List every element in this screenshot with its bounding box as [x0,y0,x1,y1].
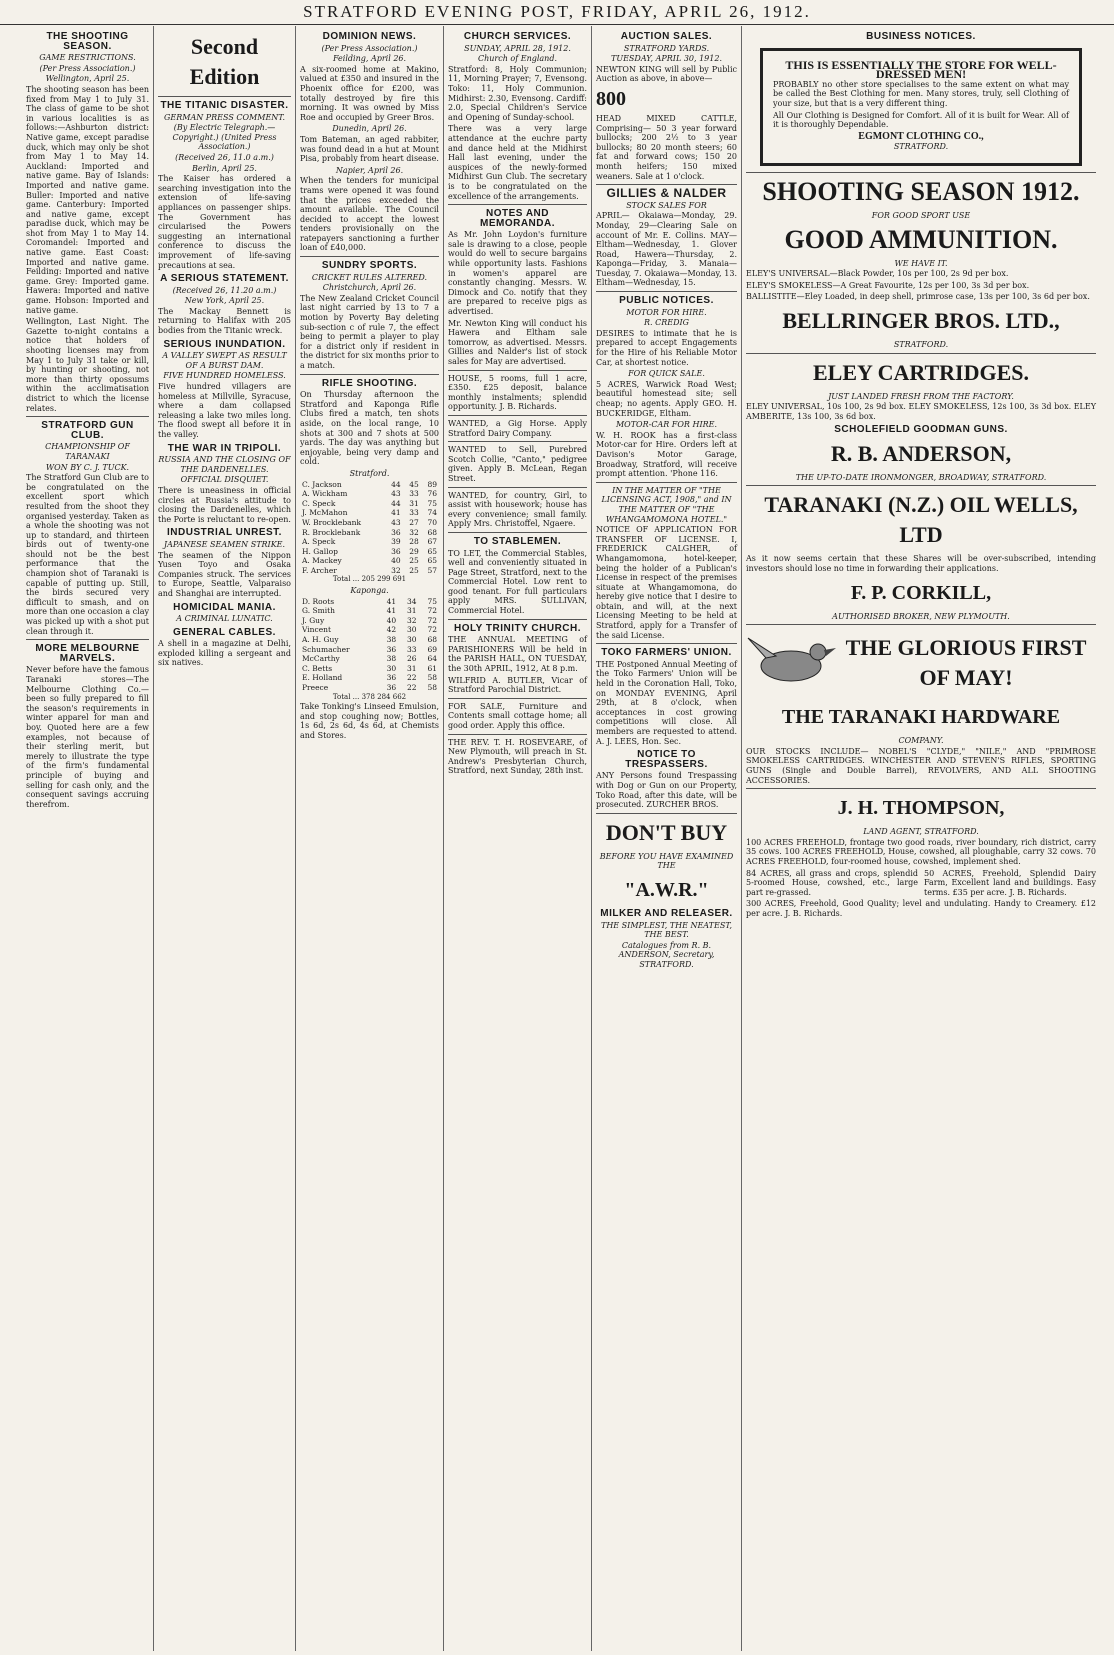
classified-ad: FOR SALE, Furniture and Contents small cottage home; all good order. Apply this office. [448,701,587,730]
article-body: The Mackay Bennett is returning to Halifax with 205 bodies from the Titanic wreck. [158,306,291,336]
headline: GILLIES & NALDER [606,186,727,201]
score-row [300,537,439,547]
advert-text: 84 ACRES, all grass and crops, splendid 5-roomed House, cowshed, etc., large part re-grassed. [746,868,918,897]
score-row [300,597,439,607]
headline: GENERAL CABLES. [173,626,276,638]
subheadline: R. CREDIG [643,318,690,328]
headline: PUBLIC NOTICES. [619,295,714,307]
score-row [300,518,439,528]
advert-line: ELEY'S SMOKELESS—A Great Favourite, 12s per 100, 3s 3d per box. [746,280,1030,290]
score-cell: 25 [409,565,419,575]
classified-ad: WANTED to Sell, Purebred Scotch Collie, "Canto," pedigree given. Apply B. McLean, Regan Street. [448,445,587,483]
score-cell: 41 [391,508,401,518]
subheadline: MOTOR-CAR FOR HIRE. [615,420,718,430]
advert-text: 50 ACRES, Freehold, Splendid Dairy Farm, Excellent land and buildings. Easy terms. £35 per acre. J. B. Richards. [924,868,1096,897]
ad-title: F. P. CORKILL, [850,581,992,604]
headline: TO STABLEMEN. [473,535,562,547]
headline: DOMINION NEWS. [322,31,417,42]
article-body: A shell in a magazine at Delhi, exploded killing a sergeant and six natives. [158,639,291,668]
score-cell: 70 [427,517,437,527]
score-cell: 72 [427,615,437,625]
subheadline: CRICKET RULES ALTERED. [311,272,428,282]
first-of-may-ad [746,628,1096,698]
advert-text: Take Tonking's Linseed Emulsion, and stop coughing now; Bottles, 1s 6d, 2s 6d, 4s 6d, at Chemists and Stores. [300,702,439,740]
score-total: Total ... 378 284 662 [332,692,407,701]
shooter-name: F. Archer [302,565,337,575]
subheadline: WE HAVE IT. [894,258,948,268]
shooter-name: D. Roots [302,596,335,606]
score-cell: 27 [409,517,419,527]
dateline: Christchurch, April 26. [322,283,417,293]
headline: INDUSTRIAL UNREST. [167,527,282,539]
article-body: DESIRES to intimate that he is prepared to accept Engagements for the Hire of his Reliable Motor Car, at shortest notice. [596,328,737,367]
subheadline: WON BY C. J. TUCK. [45,462,130,472]
article-body: NOTICE OF APPLICATION FOR TRANSFER OF LICENSE. I, FREDERICK CALGHER, of Whangamomona, hotel-keeper, being the holder of a Publican's License in respect of the premises situate at Whangamomona, do hereby give notice that I desire to obtain, and will, at the next Licensing Meeting to be held at Stratford, apply for a Transfer of the said License. [596,525,737,640]
score-cell: 68 [427,635,437,645]
score-cell: 32 [391,565,401,575]
scores-table-kaponga [300,597,439,693]
score-cell: 58 [427,673,437,683]
article-body: APRIL— Okaiawa—Monday, 29. Monday, 29—Clearing Sale on account of Mr. E. Collins. MAY— Eltham—Wednesday, 1. Glover Road, Hawera—Thursday, 2. Kaponga—Friday, 3. Manaia—Tuesday, 7. Okaiawa—Monday, 13. Eltham—Wednesday, 15. [596,211,737,288]
subheadline: STRATFORD YARDS. [623,43,710,53]
subheadline: LAND AGENT, STRATFORD. [863,827,979,837]
subheadline: FOR QUICK SALE. [628,369,705,379]
subheadline: GERMAN PRESS COMMENT. [164,112,285,122]
headline: SCHOLEFIELD GOODMAN GUNS. [834,424,1008,436]
subheadline: TUESDAY, APRIL 30, 1912. [611,54,722,64]
ad-title: DON'T BUY [605,819,728,845]
article-body: The shooting season has been fixed from May 1 to July 31. The class of game to be shot in various localities is as follows:—Ashburton district: Native game, except paradise duck, which may only be shot from May 1 to May 14. Auckland: Imported and native game. Bay of Islands: Imported and native game. Buller: Imported and native game. Canterbury: Imported and native game, except paradise duck, which may be shot from May 1 to May 14. Coromandel: Imported and native game. East Coast: Imported and native game. Feilding: Imported and native game. Grey: Imported game. Hawera: Imported and native game. Hobson: Imported and native game. [26,84,149,315]
article-body: W. H. ROOK has a first-class Motor-car for Hire. Orders left at Davison's Motor Garage, Broadway, Stratford, will receive prompt attention. 'Phone 116. [596,430,737,479]
score-cell: 68 [427,527,437,537]
score-cell: 32 [407,615,417,625]
advert-text: 300 ACRES, Freehold, Good Quality; level and undulating. Handy to Creamery. £12 per acre. J. B. Richards. [746,899,1096,918]
article-body: There is uneasiness in official circles at Russia's attitude to closing the Dardenelles, which the Porte is reluctant to re-open. [158,485,291,524]
score-cell: 33 [409,489,419,499]
score-cell: 40 [386,615,397,625]
score-cell: 43 [391,517,401,527]
advert-text: PROBABLY no other store specialises to the same extent on what may be called the Best Clothing for men. Many stores, truly, sell Clothing of your size, but that is a very different thing. [773,79,1069,108]
score-cell: 26 [407,654,417,664]
score-cell: 31 [407,663,417,673]
masthead: STRATFORD EVENING POST, FRIDAY, APRIL 26, 1912. [0,0,1114,25]
article-body: Stratford: 8, Holy Communion; 11, Morning Prayer; 7, Evensong. Toko: 11, Holy Communion. Midhirst: 2.30, Evensong. Cardiff: 2.0, Special Children's Service and Opening of Sunday-school. [448,64,587,122]
score-cell: 43 [391,489,401,499]
score-row [300,645,439,655]
score-cell: 22 [407,683,417,692]
subheadline: JUST LANDED FRESH FROM THE FACTORY. [828,391,1014,401]
score-cell: 41 [386,606,397,616]
press-credit: (Per Press Association.) [39,63,136,73]
shooter-name: J. Guy [302,615,325,625]
score-cell: 39 [391,537,401,547]
shooter-name: Schumacher [302,644,350,654]
score-row [300,625,439,635]
column-church-services [444,26,592,1651]
column-second-edition [154,26,296,1651]
advert-line: ELEY'S UNIVERSAL—Black Powder, 10s per 100, 2s 9d per box. [746,269,1009,279]
score-cell: 30 [407,635,417,645]
press-credit: (Per Press Association.) [321,43,418,53]
headline: THE SHOOTING SEASON. [46,31,129,52]
subheadline: STRATFORD. [893,142,949,152]
score-cell: 57 [427,565,437,575]
subheadline: FIVE HUNDRED HOMELESS. [163,371,286,381]
headline: MORE MELBOURNE MARVELS. [35,643,140,664]
subheadline: RUSSIA AND THE CLOSING OF THE DARDENELLES. [158,455,291,474]
subheadline: AUTHORISED BROKER, NEW PLYMOUTH. [832,611,1010,621]
shooter-name: Preece [302,683,329,692]
shooter-name: G. Smith [302,606,335,616]
ad-title: ELEY CARTRIDGES. [812,359,1029,385]
score-heading: Kaponga. [350,586,389,596]
score-cell: 42 [386,625,397,635]
score-row [300,683,439,693]
ad-title: SHOOTING SEASON 1912. [762,176,1080,206]
score-cell: 67 [427,537,437,547]
received-time: (Received 26, 11.20 a.m.) [172,285,277,295]
score-row [300,606,439,616]
subheadline: FOR GOOD SPORT USE [871,210,971,220]
headline: HOMICIDAL MANIA. [173,601,276,613]
ad-title: R. B. ANDERSON, [830,440,1012,466]
article-body: When the tenders for municipal trams were opened it was found that the prices exceeded the amount available. The Council decided to accept the lowest tenders provisionally on the ratepayers sanctioning a further loan of £40,000. [300,176,439,253]
score-cell: 36 [391,546,401,556]
article-body: ANY Persons found Trespassing with Dog or Gun on our Property, Toko Road, after this date, will be prosecuted. ZURCHER BROS. [596,771,737,810]
score-cell: 44 [391,479,401,489]
score-row [300,566,439,576]
subheadline: STRATFORD. [893,339,949,349]
advert-line: ELEY UNIVERSAL, 10s 100, 2s 9d box. ELEY SMOKELESS, 12s 100, 3s 3d box. ELEY AMBERITE, 13s 100, 3s 6d box. [746,402,1096,421]
classified-ad: THE REV. T. H. ROSEVEARE, of New Plymouth, will preach in St. Andrew's Presbyterian Church, Stratford, next Sunday, 28th inst. [448,737,587,776]
column-auction-sales [592,26,742,1651]
score-cell: 58 [427,683,437,692]
article-body: A six-roomed home at Makino, valued at £350 and insured in the Phoenix office for £200, was totally destroyed by fire this morning. It was owned by Miss Roe and occupied by Greer Bros. [300,64,439,122]
shooter-name: C. Betts [302,663,333,673]
score-cell: 76 [427,489,437,499]
article-body: HEAD MIXED CATTLE, Comprising— 50 3 year forward bullocks; 200 2½ to 3 year bullocks; 80 20 month steers; 60 fat and forward cows; 150 20 month heifers; 150 mixed weaners. Sale at 1 o'clock. [596,113,737,181]
shooter-name: A. Mackey [302,556,342,566]
score-row [300,673,439,683]
classified-ad: WANTED, for country, Girl, to assist with housework; house has every convenience; small family. Apply Mrs. Christoffel, Ngaere. [448,490,587,529]
shooter-name: C. Speck [302,498,336,508]
score-cell: 38 [386,654,397,664]
shooter-name: E. Holland [302,673,343,683]
dateline: Napier, April 26. [335,165,404,175]
subheadline: CHAMPIONSHIP OF TARANAKI [45,442,130,461]
shooter-name: J. McMahon [302,508,348,518]
advert-text: All Our Clothing is Designed for Comfort. All of it is built for Wear. All of it is thoroughly Dependable. [773,110,1069,130]
score-cell: 74 [427,508,437,518]
headline: CHURCH SERVICES. [463,31,572,42]
score-total: Total ... 205 299 691 [332,575,407,584]
subheadline: SUNDAY, APRIL 28, 1912. [464,43,571,53]
score-cell: 25 [409,556,419,566]
score-row [300,556,439,566]
shooter-name: A. Speck [302,537,336,547]
headline: SERIOUS INUNDATION. [163,338,286,350]
score-cell: 44 [391,498,401,508]
subheadline: COMPANY. [898,736,944,746]
article-body: NEWTON KING will sell by Public Auction as above, in above— [596,64,737,84]
ad-title: THIS IS ESSENTIALLY THE STORE FOR WELL-DRESSED MEN! [785,57,1057,82]
scores-table-stratford [300,480,439,576]
article-body: Never before have the famous Taranaki stores—The Melbourne Clothing Co.—been so fully prepared to fill the season's requirements in winter apparel for man and boy. Quoted here are a few examples, not because of their sterling merit, but merely to illustrate the type of the firm's fundamental principle of buying and selling for cash only, and the consequent savings accruing therefrom. [26,665,149,809]
subheadline: MOTOR FOR HIRE. [626,307,707,317]
subheadline: A CRIMINAL LUNATIC. [176,614,273,624]
subheadline: JAPANESE SEAMEN STRIKE. [163,539,286,549]
received-time: (Received 26, 11.0 a.m.) [175,152,274,162]
score-row [300,547,439,557]
headline: SUNDRY SPORTS. [321,260,418,272]
article-body: Wellington, Last Night. The Gazette to-night contains a notice that holders of shooting licenses may from May 1 to July 31 take or kill, by hunting or shooting, not more than thirty opossums within the acclimatisation district to which the license relates. [26,317,149,413]
article-body: 5 ACRES, Warwick Road West; beautiful homestead site; sell cheap; no agents. Apply GEO. H. BUCKERIDGE, Eltham. [596,379,737,418]
score-cell: 31 [407,606,417,616]
dateline: Wellington, April 25. [45,74,130,84]
subheadline: IN THE MATTER OF "THE LICENSING ACT, 1908," and IN THE MATTER OF "THE WHANGAMOMONA HOTEL." [601,485,732,524]
subheadline: GAME RESTRICTIONS. [39,53,136,63]
classified-ad: HOUSE, 5 rooms, full 1 acre, £350. £25 deposit, balance monthly instalments; splendid opportunity. J. B. Richards. [448,373,587,412]
property-listings [746,869,1096,900]
subheadline: OFFICIAL DISQUIET. [180,475,269,485]
score-cell: 33 [409,508,419,518]
column-business-notices [742,26,1100,1651]
score-heading: Stratford. [349,468,390,478]
section-title: Second Edition [189,34,260,89]
score-cell: 72 [427,625,437,635]
classified-ad: TO LET, the Commercial Stables, well and conveniently situated in Page Street, Stratford, next to the Commercial Hotel. Low rent to good tenant. For full particulars apply MRS. SULLIVAN, Commercial Hotel. [448,548,587,616]
headline: STRATFORD GUN CLUB. [41,420,134,441]
score-cell: 36 [386,644,397,654]
shooter-name: A. H. Guy [302,635,339,645]
score-cell: 22 [407,673,417,683]
shooter-name: C. Jackson [302,479,342,489]
dateline: Berlin, April 25. [192,163,257,173]
subheadline: THE SIMPLEST, THE NEATEST, THE BEST. [600,920,733,940]
article-body: The Kaiser has ordered a searching investigation into the extension of life-saving appliances on passenger ships. The Government has circularised the Powers suggesting an international conference to discuss the improvement of life-saving precautions at sea. [158,174,291,270]
score-cell: 61 [427,663,437,673]
article-body: Tom Bateman, an aged rabbiter, was found dead in a hut at Mount Pisa, probably from heart disease. [300,134,439,164]
shooter-name: H. Gallop [302,546,338,556]
headline: BUSINESS NOTICES. [866,31,976,42]
score-cell: 33 [407,644,417,654]
score-cell: 36 [386,683,397,692]
ad-title: J. H. THOMPSON, [837,797,1005,820]
score-cell: 32 [409,527,419,537]
column-shooting-season [22,26,154,1651]
score-cell: 30 [407,625,417,635]
article-body: Mr. Newton King will conduct his Hawera and Eltham sale tomorrow, as advertised. Messrs. Gillies and Nalder's list of stock sales for May are advertised. [448,318,587,366]
ad-title: EGMONT CLOTHING CO., [858,130,984,142]
score-cell: 34 [407,596,417,606]
signature: WILFRID A. BUTLER, Vicar of Stratford Parochial District. [448,675,587,695]
score-row [300,499,439,509]
score-cell: 38 [386,635,397,645]
subheadline: BEFORE YOU HAVE EXAMINED THE [599,851,734,871]
score-row [300,480,439,490]
press-credit: (By Electric Telegraph.—Copyright.) (United Press Association.) [172,123,277,152]
shooter-name: R. Brocklebank [302,527,361,537]
dateline: Dunedin, April 26. [332,124,407,134]
score-cell: 69 [427,644,437,654]
score-cell: 75 [427,596,437,606]
score-cell: 29 [409,546,419,556]
score-cell: 28 [409,537,419,547]
advert-line: BALLISTITE—Eley Loaded, in deep shell, primrose case, 13s per 100, 3s 6d per box. [746,292,1090,302]
headline: RIFLE SHOOTING. [321,377,418,389]
headline: THE TITANIC DISASTER. [160,100,289,111]
subheadline: Church of England. [477,54,557,64]
subheadline: Catalogues from R. B. ANDERSON, Secretary, STRATFORD. [618,940,715,969]
score-cell: 64 [427,654,437,664]
score-row [300,664,439,674]
cattle-count: 800 [596,87,626,110]
ad-title: "A.W.R." [624,878,709,901]
headline: A SERIOUS STATEMENT. [160,273,289,285]
classified-ad: THE ANNUAL MEETING of PARISHIONERS Will be held in the PARISH HALL, ON TUESDAY, the 30th APRIL, 1912, At 8 p.m. [448,635,587,674]
score-cell: 65 [427,546,437,556]
shooter-name: McCarthy [302,654,340,664]
score-row [300,489,439,499]
ad-title: BELLRINGER BROS. LTD., [782,307,1060,333]
subheadline: THE UP-TO-DATE IRONMONGER, BROADWAY, STRATFORD. [795,472,1047,482]
shooter-name: A. Wickham [302,489,348,499]
score-cell: 36 [391,527,401,537]
score-cell: 40 [391,556,401,566]
score-cell: 89 [427,479,437,489]
advert-text: 100 ACRES FREEHOLD, frontage two good roads, river boundary, rich district, carry 35 cows. 100 ACRES FREEHOLD, House, cowshed, all ploughable, carry 32 cows. 70 ACRES FREEHOLD, four-roomed house, cowshed, implement shed. [746,837,1096,866]
score-cell: 72 [427,606,437,616]
score-cell: 45 [409,479,419,489]
score-cell: 41 [386,596,397,606]
advert-text: OUR STOCKS INCLUDE— NOBEL'S "CLYDE," "NILE," AND "PRIMROSE SMOKELESS CARTRIDGES. WINCHESTER AND STEVEN'S RIFLES, SPORTING GUNS (Single and Double Barrel), REVOLVERS, AND ALL SHOOTING ACCESSORIES. [746,746,1096,785]
dateline: Feilding, April 26. [332,54,407,64]
headline: TOKO FARMERS' UNION. [601,647,732,659]
score-cell: 75 [427,498,437,508]
score-row [300,635,439,645]
article-body: THE Postponed Annual Meeting of the Toko Farmers' Union will be held in the Coronation Hall, Toko, on MONDAY EVENING, April 29th, at 8 o'clock, when acceptances in cost growing competitions will close. All members are requested to attend. A. J. LEES, Hon. Sec. [596,659,737,746]
score-row [300,528,439,538]
score-cell: 65 [427,556,437,566]
shooter-name: Vincent [302,625,331,635]
score-row [300,508,439,518]
ad-title: TARANAKI (N.Z.) OIL WELLS, LTD [764,492,1078,548]
egmont-clothing-ad [760,48,1082,166]
shooter-name: W. Brocklebank [302,517,362,527]
ad-title: THE TARANAKI HARDWARE [781,706,1061,729]
article-body: As Mr. John Loydon's furniture sale is drawing to a close, people would do well to secure bargains while opportunity lasts. Fashions in women's apparel are constantly changing. Messrs. W. Dimock and Co. notify that they are prepared to receive pigs as advertised. [448,230,587,317]
headline: NOTES AND MEMORANDA. [480,208,555,229]
article-body: There was a very large attendance at the euchre party and dance held at the Midhirst Hall last evening, under the auspices of the newly-formed Midhirst Gun Club. The secretary is to be congratulated on the excellence of the arrangements. [448,124,587,201]
headline: HOLY TRINITY CHURCH. [453,622,582,634]
column-dominion-news [296,26,444,1651]
score-cell: 30 [386,663,397,673]
classified-ad: WANTED, a Gig Horse. Apply Stratford Dairy Company. [448,418,587,438]
headline: AUCTION SALES. [620,31,713,42]
score-cell: 36 [386,673,397,683]
score-row [300,616,439,626]
ad-title: GOOD AMMUNITION. [784,224,1058,254]
subheadline: A VALLEY SWEPT AS RESULT OF A BURST DAM. [162,351,287,370]
advert-text: As it now seems certain that these Shares will be over-subscribed, intending investors should lose no time in forwarding their applications. [746,554,1096,574]
headline: NOTICE TO TRESPASSERS. [625,749,708,770]
duck-illustration-icon [746,628,836,698]
article-body: The Stratford Gun Club are to be congratulated on the excellent sport which resulted from the shoot they organised yesterday. Taken as a whole the shooting was not up to standard, and thirteen birds out of twenty-one should not be the best performance that the champion shot of Taranaki is capable of putting up. Still, the birds secured very difficult to smash, and on more than one occasion a clay was picked up with a shot put clean through it. [26,473,149,636]
subheadline: MILKER AND RELEASER. [600,907,733,919]
score-row [300,654,439,664]
article-body: The seamen of the Nippon Yusen Toyo and Osaka Companies struck. The services to Europe, Seattle, Valparaiso and Shanghai are interrupted. [158,550,291,598]
article-body: On Thursday afternoon the Stratford and Kaponga Rifle Clubs fired a match, ten shots aside, on the local range, 10 shots at 300 and 7 shots at 500 yards. The day was anything but enjoyable, being very damp and cold. [300,390,439,467]
headline: THE WAR IN TRIPOLI. [167,442,282,454]
subheadline: STOCK SALES FOR [626,200,707,210]
article-body: The New Zealand Cricket Council last night carried by 13 to 7 a motion by Poverty Bay deleting sub-section c of rule 7, the effect being to permit a player to play for a district only if resident in the district for six months prior to a match. [300,293,439,370]
ad-title: THE GLORIOUS FIRST OF MAY! [845,635,1087,691]
score-cell: 31 [409,498,419,508]
dateline: New York, April 25. [184,296,265,306]
article-body: Five hundred villagers are homeless at Millville, Syracuse, where a dam collapsed releasing a lake two miles long. The flood swept all before it in the valley. [158,382,291,439]
